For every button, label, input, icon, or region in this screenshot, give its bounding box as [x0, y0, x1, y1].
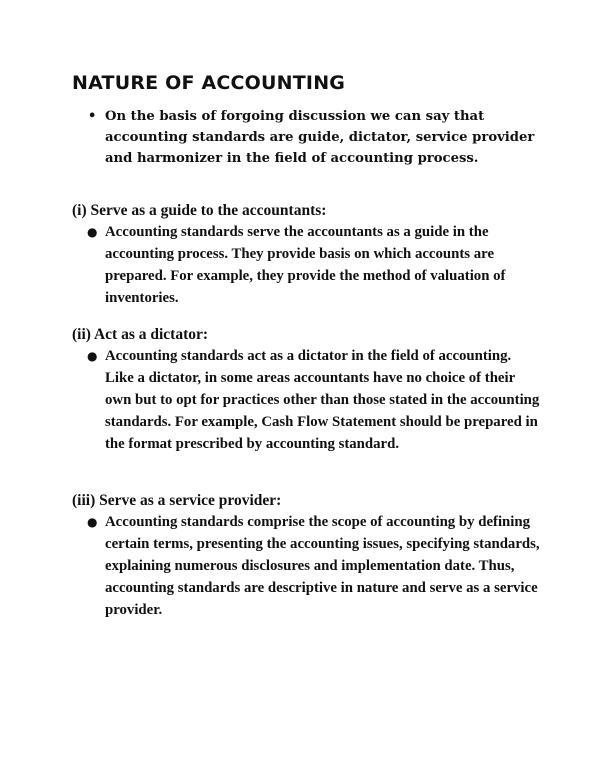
page-title: NATURE OF ACCOUNTING	[72, 72, 346, 94]
section-list-item	[72, 345, 542, 455]
section-heading: (iii) Serve as a service provider:	[72, 492, 282, 509]
bullet-icon: ●	[87, 515, 98, 529]
bullet-icon: ●	[87, 349, 98, 363]
intro-list-item	[84, 106, 554, 169]
intro-text: On the basis of forgoing discussion we can say that accounting standards are guide, dictator, service provider and harmonizer in the field of accounting process.	[105, 109, 535, 166]
section-heading: (i) Serve as a guide to the accountants:	[72, 202, 327, 219]
section-list-item	[72, 511, 542, 621]
section-list	[72, 345, 542, 455]
bullet-icon: ●	[87, 225, 98, 239]
section-text: Accounting standards act as a dictator in the field of accounting. Like a dictator, in some areas accountants have no choice of their own but to opt for practices other than those stated in the accounting standards. For example, Cash Flow Statement should be prepared in the format prescribed by accounting standard.	[105, 348, 540, 452]
section-heading: (ii) Act as a dictator:	[72, 326, 209, 343]
section-text: Accounting standards comprise the scope of accounting by defining certain terms, presenting the accounting issues, specifying standards, explaining numerous disclosures and implementation date. Thus, accounting standards are descriptive in nature and serve as a service provider.	[105, 514, 540, 618]
section-list-item	[72, 221, 542, 309]
bullet-icon: •	[88, 109, 97, 124]
section-service-provider	[72, 491, 542, 621]
section-dictator	[72, 325, 542, 455]
section-text: Accounting standards serve the accountants as a guide in the accounting process. They provide basis on which accounts are prepared. For example, they provide the method of valuation of inventories.	[105, 224, 506, 306]
section-list	[72, 511, 542, 621]
section-list	[72, 221, 542, 309]
section-guide	[72, 201, 542, 309]
intro-list	[84, 106, 554, 169]
